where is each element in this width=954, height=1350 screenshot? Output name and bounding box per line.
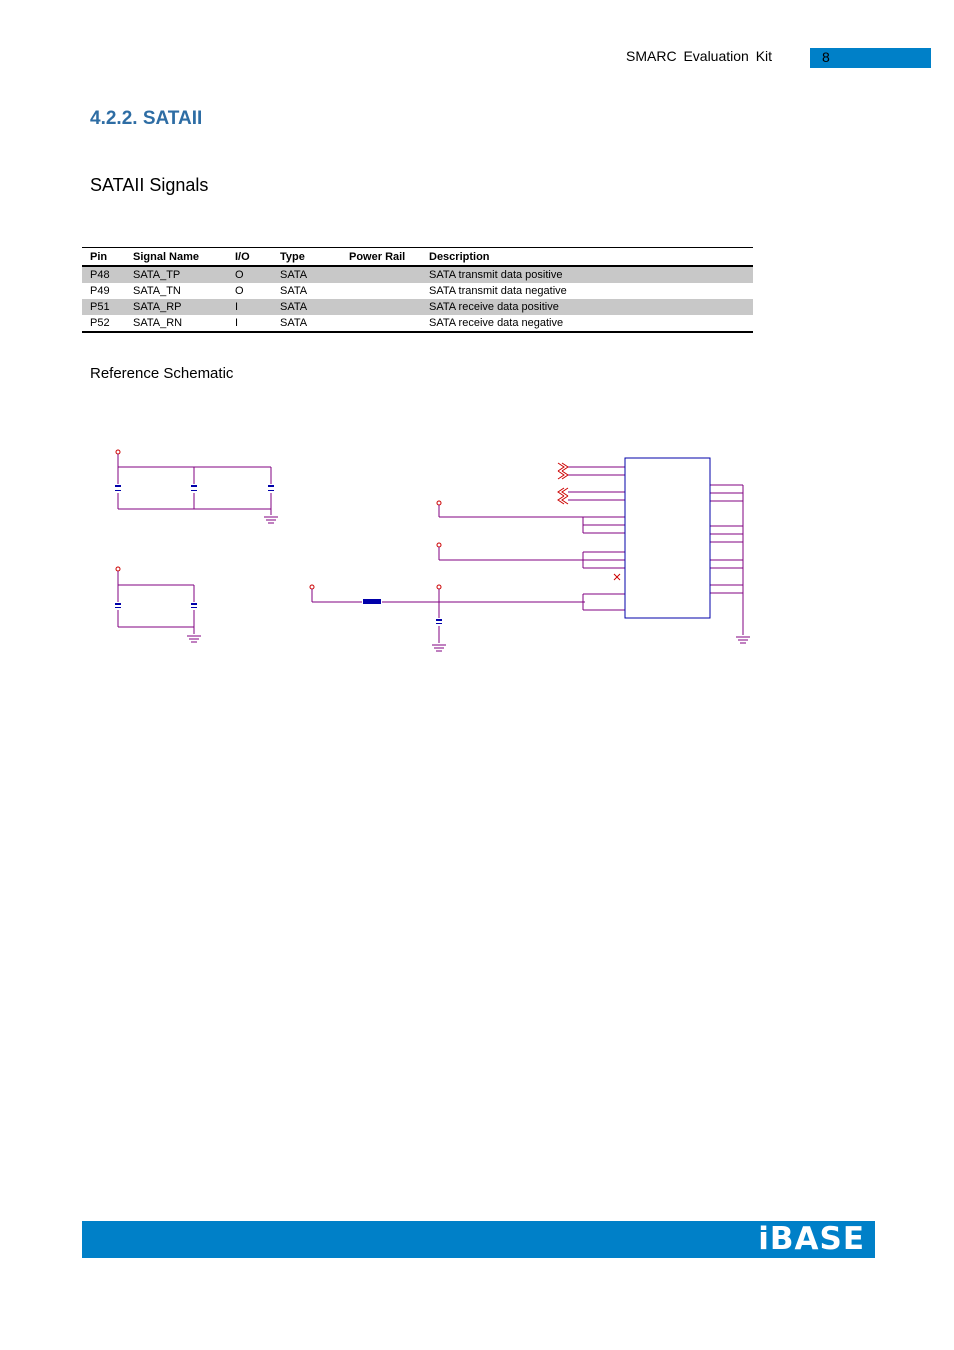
col-signal-name: Signal Name (125, 248, 227, 267)
cell: P51 (82, 299, 125, 315)
col-description: Description (421, 248, 753, 267)
page-number-bar (810, 48, 931, 68)
ground-icon (736, 637, 750, 643)
table-row (82, 299, 753, 315)
table-row (82, 266, 753, 283)
reference-schematic (80, 440, 760, 660)
ibase-logo: iBASE (758, 1221, 865, 1257)
col-io: I/O (227, 248, 272, 267)
cell (341, 283, 421, 299)
cell (341, 315, 421, 332)
col-type: Type (272, 248, 341, 267)
table-row (82, 283, 753, 299)
ground-icon (264, 517, 278, 523)
capacitor-plates-2 (115, 603, 197, 608)
capacitor-plates-3 (436, 619, 442, 624)
cell: I (227, 299, 272, 315)
cell (341, 266, 421, 283)
section-heading: 4.2.2. SATAII (90, 108, 203, 129)
cell: P48 (82, 266, 125, 283)
header-title: SMARC Evaluation Kit (626, 48, 773, 64)
cell: SATA (280, 285, 308, 297)
ground-icon (187, 636, 201, 642)
ferrite-bead-icon (363, 599, 381, 604)
cell: SATA_TP (125, 266, 227, 283)
col-power-rail: Power Rail (341, 248, 421, 267)
sata-signals-table (82, 247, 753, 333)
cell: SATA transmit data positive (421, 266, 753, 283)
capacitor-group-1 (116, 450, 271, 515)
ground-icon (432, 645, 446, 651)
signal-arrow-icons (558, 463, 620, 580)
footer-bar (82, 1221, 875, 1258)
cell: SATA transmit data negative (429, 285, 567, 297)
signals-subheading: SATAII Signals (90, 175, 209, 195)
table-row (82, 315, 753, 332)
page-number: 8 (822, 49, 830, 65)
cell (341, 299, 421, 315)
cell: SATA (272, 266, 341, 283)
cell: I (227, 315, 272, 332)
cell: SATA (272, 299, 341, 315)
cell: SATA_RN (125, 315, 227, 332)
cell: SATA (272, 315, 341, 332)
table-header-row (82, 248, 753, 267)
capacitor-plates-1 (115, 485, 274, 491)
reference-heading: Reference Schematic (90, 365, 234, 382)
power-filter-network (310, 585, 585, 643)
capacitor-group-2 (116, 567, 194, 634)
col-pin: Pin (82, 248, 125, 267)
cell: SATA_TN (133, 285, 181, 297)
cell: O (235, 285, 244, 297)
cell: SATA receive data negative (421, 315, 753, 332)
cell: SATA receive data positive (421, 299, 753, 315)
sata-connector-icon (625, 458, 710, 618)
cell: P52 (82, 315, 125, 332)
cell: O (227, 266, 272, 283)
cell: P49 (90, 285, 110, 297)
cell: SATA_RP (125, 299, 227, 315)
sata-signal-nets (437, 467, 743, 635)
